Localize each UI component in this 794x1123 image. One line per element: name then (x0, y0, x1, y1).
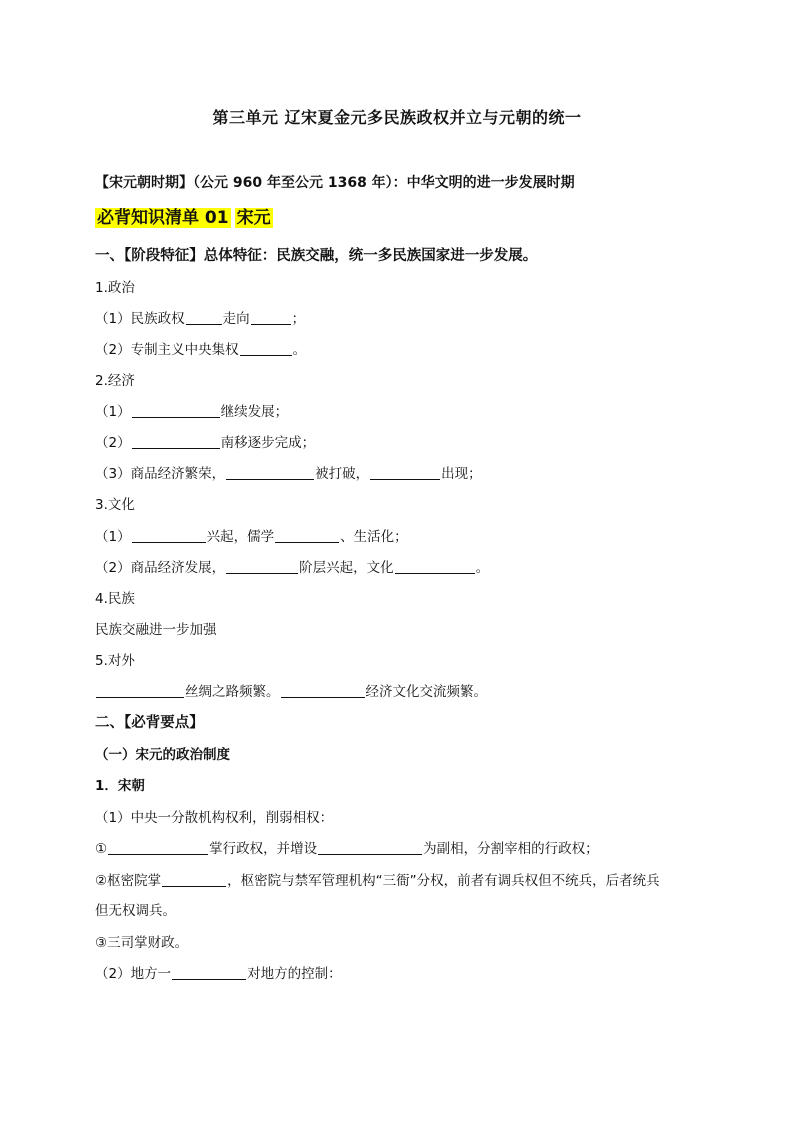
culture-title: 3.文化 (95, 497, 135, 513)
checklist-heading (95, 206, 273, 231)
text: （1） (95, 404, 131, 420)
text: 南移逐步完成； (220, 435, 316, 451)
fill-blank[interactable] (132, 403, 220, 418)
fill-blank[interactable] (226, 465, 314, 480)
foreign-title: 5.对外 (95, 653, 135, 669)
text: 掌行政权，并增设 (209, 841, 318, 857)
point-2 (95, 964, 342, 984)
fill-blank[interactable] (281, 683, 365, 698)
point-1: （1）中央一分散机构权利，削弱相权： (95, 810, 334, 826)
fill-blank[interactable] (395, 559, 475, 574)
point-1-c: ③三司掌财政。 (95, 935, 189, 951)
text: ②枢密院掌 (95, 873, 162, 889)
fill-blank[interactable] (132, 528, 206, 543)
fill-blank[interactable] (240, 341, 292, 356)
fill-blank[interactable] (186, 310, 222, 325)
fill-blank[interactable] (162, 872, 226, 887)
politics-line-1 (95, 309, 305, 329)
fill-blank[interactable] (370, 465, 440, 480)
text: ，枢密院与禁军管理机构“三衙”分权，前者有调兵权但不统兵，后者统兵 (227, 873, 660, 889)
section-1-heading: 一、【阶段特征】总体特征：民族交融，统一多民族国家进一步发展。 (95, 248, 538, 264)
text: 继续发展； (220, 404, 289, 420)
culture-line-2 (95, 558, 489, 578)
point-1-b-cont: 但无权调兵。 (95, 903, 176, 919)
text: ① (95, 841, 108, 857)
fill-blank[interactable] (251, 310, 291, 325)
fill-blank[interactable] (226, 559, 298, 574)
text: 为副相，分割宰相的行政权； (423, 841, 599, 857)
point-1-a (95, 839, 599, 859)
fill-blank[interactable] (132, 434, 220, 449)
text: 。 (292, 342, 307, 358)
subsection-heading: （一）宋元的政治制度 (95, 747, 230, 763)
politics-title: 1.政治 (95, 280, 135, 296)
text: 出现； (441, 466, 482, 482)
text: （1） (95, 529, 131, 545)
text: （1）民族政权 (95, 311, 185, 327)
text: 兴起，儒学 (206, 529, 275, 545)
period-heading: 【宋元朝时期】（公元 960 年至公元 1368 年）：中华文明的进一步发展时期 (95, 175, 575, 191)
ethnic-text: 民族交融进一步加强 (95, 622, 217, 638)
checklist-label: 必背知识清单 01 (97, 208, 229, 228)
economy-line-3 (95, 464, 482, 484)
text: （2）专制主义中央集权 (95, 342, 239, 358)
point-1-b (95, 871, 660, 891)
culture-line-1 (95, 527, 408, 547)
fill-blank[interactable] (108, 840, 208, 855)
song-dynasty-heading: 1．宋朝 (95, 778, 145, 794)
text: 。 (475, 560, 490, 576)
text: 被打破， (315, 466, 370, 482)
text: （2） (95, 435, 131, 451)
text: （2）商品经济发展， (95, 560, 226, 576)
text: 走向 (222, 311, 250, 327)
text: （2）地方一 (95, 966, 172, 982)
text: 对地方的控制： (247, 966, 342, 982)
ethnic-title: 4.民族 (95, 591, 135, 607)
fill-blank[interactable] (172, 965, 246, 980)
fill-blank[interactable] (275, 528, 339, 543)
economy-line-1 (95, 402, 288, 422)
checklist-topic: 宋元 (236, 208, 271, 228)
fill-blank[interactable] (96, 683, 184, 698)
economy-title: 2.经济 (95, 373, 135, 389)
text: 、生活化； (340, 529, 408, 545)
text: 阶层兴起，文化 (299, 560, 394, 576)
economy-line-2 (95, 433, 315, 453)
foreign-line (95, 682, 487, 702)
text: 经济文化交流频繁。 (365, 684, 487, 700)
text: 丝绸之路频繁。 (185, 684, 280, 700)
section-2-heading: 二、【必背要点】 (95, 715, 204, 731)
page-title: 第三单元 辽宋夏金元多民族政权并立与元朝的统一 (212, 108, 582, 127)
politics-line-2 (95, 340, 306, 360)
text: ； (291, 311, 306, 327)
fill-blank[interactable] (318, 840, 422, 855)
text: （3）商品经济繁荣， (95, 466, 226, 482)
